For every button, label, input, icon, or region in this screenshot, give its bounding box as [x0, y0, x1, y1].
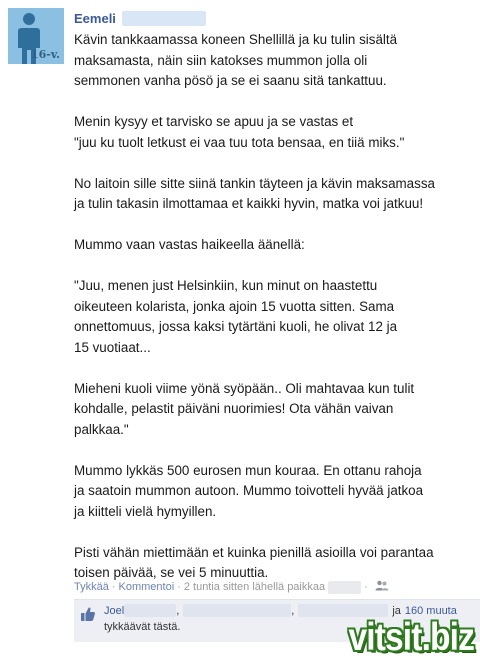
likes-suffix: tykkäävät tästä.	[104, 621, 181, 633]
separator: ·	[177, 581, 181, 593]
timestamp-location[interactable]: 2 tuntia sitten lähellä paikkaa	[183, 581, 326, 593]
comma: ,	[176, 604, 180, 617]
post-paragraph: Mieheni kuoli viime yönä syöpään.. Oli mahtavaa kun tulit kohdalle, pelastit päiväni nuorimies! Ota vähän vaivan palkkaa."	[74, 380, 415, 437]
post-paragraph: Pisti vähän miettimään et kuinka pienillä asioilla voi parantaa toisen päivää, se vei 5 minuuttia.	[74, 544, 434, 580]
comment-link[interactable]: Kommentoi	[118, 581, 175, 593]
post-paragraph: Kävin tankkaamassa koneen Shellillä ja ku tulin sisältä maksamasta, näin siin katokses mummon jolla oli semmonen vanha pösö ja se ei saanu sitä tankattuu.	[74, 32, 398, 88]
post-paragraph: Mummo lykkäs 500 eurosen mun kouraa. En ottanu rahoja ja saatoin mummon autoon. Mummo toivotteli hyvää jatkoa ja kiitteli vielä hymyillen.	[74, 462, 424, 519]
others-link[interactable]: 160 muuta	[404, 604, 457, 617]
redacted-location	[328, 581, 361, 594]
post-paragraph: Menin kysyy et tarvisko se apuu ja se vastas et "juu ku tuolt letkust ei vaa tuu tota bensaa, en tiiä miks."	[74, 114, 405, 150]
post-actions-row	[74, 579, 389, 595]
comma: ,	[291, 604, 295, 617]
watermark-logo: vitsit.biz	[348, 616, 474, 659]
people-icon[interactable]	[375, 580, 389, 594]
liker-link[interactable]: Joel	[104, 604, 125, 617]
author-row	[74, 9, 206, 27]
post-message	[74, 30, 466, 604]
separator: ·	[364, 581, 368, 593]
redacted-surname	[122, 11, 206, 26]
post-paragraph: "Juu, menen just Helsinkiin, kun minut on haastettu oikeuteen kolarista, jonka ajoin 15 vuotta sitten. Sama onnettomuus, jossa kaksi tytärtäni kuoli, he olivat 12 ja 15 vuotiaat...	[74, 278, 398, 355]
redacted-liker-name	[124, 604, 176, 617]
redacted-liker-name	[183, 604, 291, 617]
post-paragraph: No laitoin sille sitte siinä tankin täyteen ja kävin maksamassa ja tulin takasin ilmottamaa et kaikki hyvin, matka voi jatkuu!	[74, 175, 435, 211]
avatar[interactable]	[8, 8, 64, 64]
separator: ·	[111, 581, 116, 593]
post-paragraph: Mummo vaan vastas haikeella äänellä:	[74, 237, 305, 252]
author-name-link[interactable]: Eemeli	[74, 10, 116, 26]
thumbs-up-icon	[80, 606, 96, 627]
like-link[interactable]: Tykkää	[74, 581, 109, 593]
age-badge: 16-v.	[31, 48, 60, 61]
and-text: ja	[392, 604, 401, 617]
